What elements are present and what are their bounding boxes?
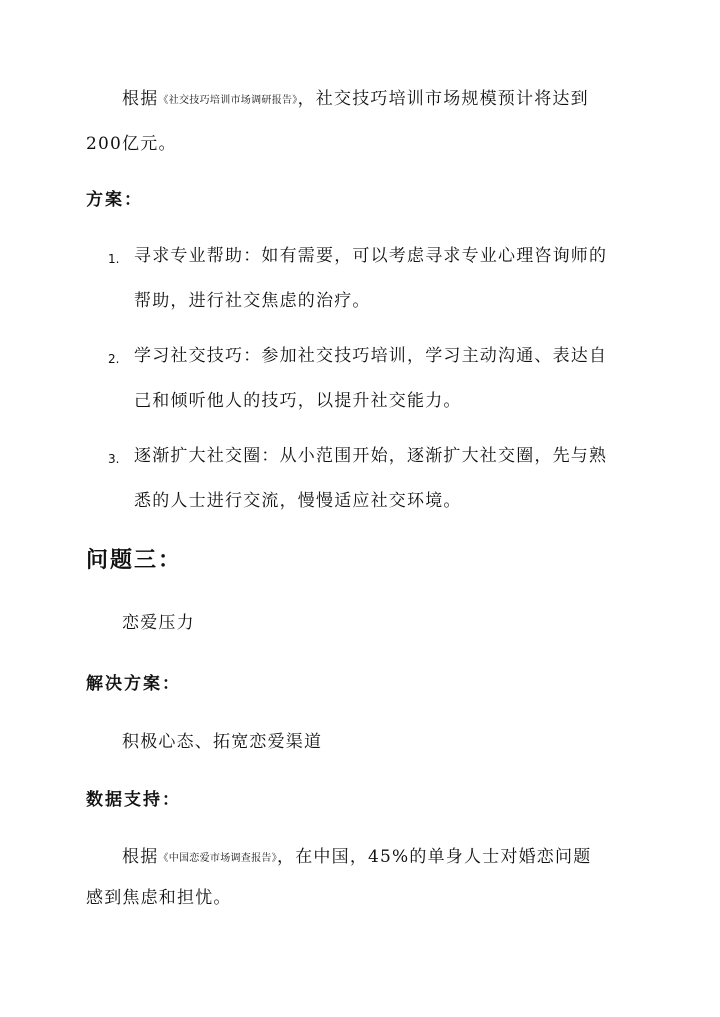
- solution-heading: 解决方案：: [86, 674, 181, 694]
- data-support-heading: 数据支持：: [86, 790, 181, 810]
- list-item-line: 悉的人士进行交流，慢慢适应社交环境。: [134, 491, 462, 511]
- paragraph-text: 根据: [122, 89, 159, 109]
- list-number: 2.: [108, 352, 120, 366]
- paragraph-line: 200亿元。: [86, 134, 177, 154]
- book-title: 《中国恋爱市场调查报告》: [158, 853, 278, 864]
- paragraph-line: 感到焦虑和担忧。: [86, 888, 232, 908]
- book-title: 《社交技巧培训市场调研报告》: [158, 95, 298, 106]
- paragraph-line: [122, 88, 589, 112]
- paragraph-line: [122, 846, 591, 870]
- list-item-line: 己和倾听他人的技巧，以提升社交能力。: [134, 391, 462, 411]
- list-item-line: 帮助，进行社交焦虑的治疗。: [134, 291, 371, 311]
- problem-text: 恋爱压力: [122, 613, 195, 633]
- paragraph-text: ，社交技巧培训市场规模预计将达到: [297, 89, 589, 109]
- solution-text: 积极心态、拓宽恋爱渠道: [122, 732, 323, 752]
- list-number: 1.: [108, 252, 120, 266]
- list-item-line: 学习社交技巧：参加社交技巧培训，学习主动沟通、表达自: [134, 346, 608, 366]
- problem-heading: 问题三：: [86, 547, 183, 573]
- list-item-line: 寻求专业帮助：如有需要，可以考虑寻求专业心理咨询师的: [134, 246, 608, 266]
- section-heading: 方案：: [86, 190, 143, 210]
- list-number: 3.: [108, 452, 120, 466]
- list-item-line: 逐渐扩大社交圈：从小范围开始，逐渐扩大社交圈，先与熟: [134, 446, 608, 466]
- paragraph-text: 根据: [122, 847, 159, 867]
- paragraph-text: ，在中国，45%的单身人士对婚恋问题: [277, 847, 592, 867]
